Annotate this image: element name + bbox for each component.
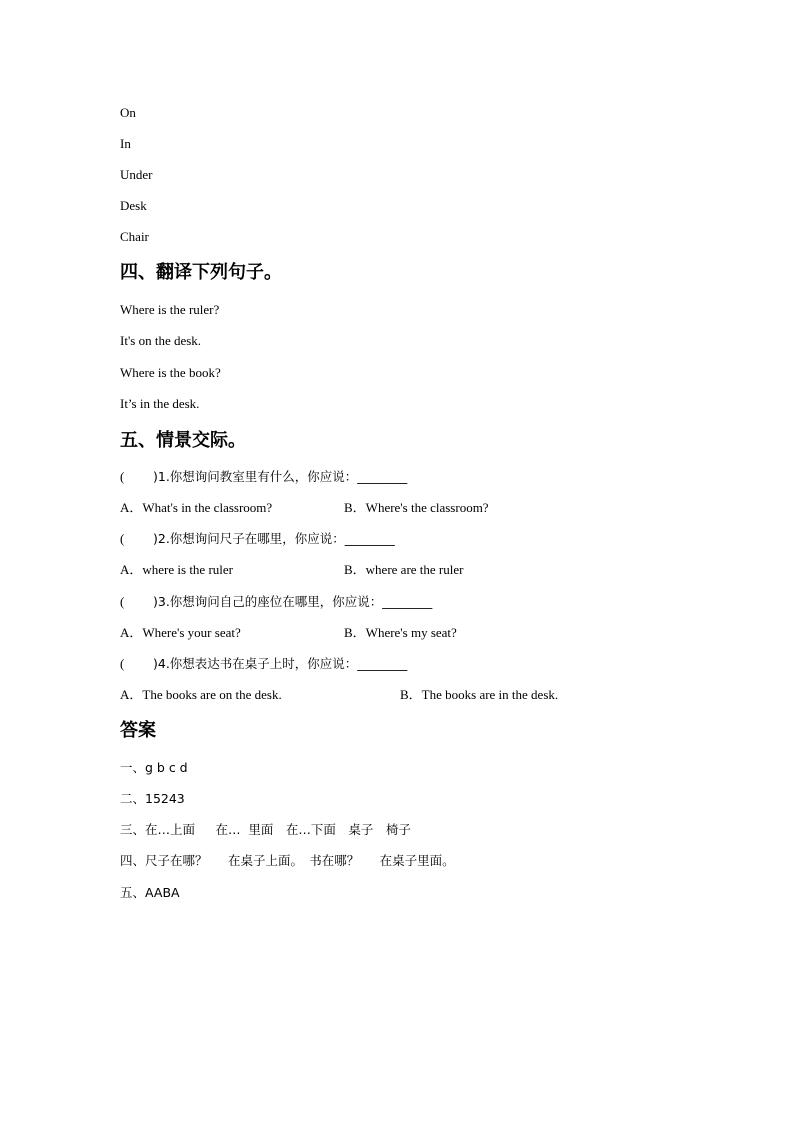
vocab-word: Under	[120, 167, 153, 182]
sentence: It’s in the desk.	[120, 396, 200, 411]
option-a: A．What's in the classroom?	[120, 500, 273, 515]
answer-line: 四、尺子在哪？ 在桌子上面。 书在哪？ 在桌子里面。	[120, 853, 455, 868]
section-4-title: 四、翻译下列句子。	[120, 262, 282, 283]
section-5-title: 五、情景交际。	[120, 430, 246, 451]
question-paren: (	[120, 469, 125, 484]
question-text: )1.你想询问教室里有什么，你应说：________	[153, 469, 408, 484]
question-text: )4.你想表达书在桌子上时，你应说：________	[153, 656, 408, 671]
question-text: )2.你想询问尺子在哪里，你应说：________	[153, 531, 395, 546]
option-b: B．Where's my seat?	[344, 625, 457, 640]
vocab-word: In	[120, 136, 131, 151]
sentence: Where is the book?	[120, 365, 221, 380]
option-b: B．Where's the classroom?	[344, 500, 489, 515]
vocab-word: Chair	[120, 229, 149, 244]
question-paren: (	[120, 594, 125, 609]
question-paren: (	[120, 531, 125, 546]
question-paren: (	[120, 656, 125, 671]
option-b: B．The books are in the desk.	[400, 687, 559, 702]
answer-line: 一、g b c d	[120, 760, 188, 775]
option-a: A．The books are on the desk.	[120, 687, 282, 702]
option-b: B．where are the ruler	[344, 562, 464, 577]
answer-line: 二、15243	[120, 791, 185, 806]
answer-line: 五、AABA	[120, 885, 180, 900]
answers-title: 答案	[120, 720, 156, 741]
vocab-word: On	[120, 105, 136, 120]
option-a: A．where is the ruler	[120, 562, 233, 577]
sentence: Where is the ruler?	[120, 302, 220, 317]
answer-line: 三、在…上面 在… 里面 在…下面 桌子 椅子	[120, 822, 411, 837]
question-text: )3.你想询问自己的座位在哪里，你应说：________	[153, 594, 433, 609]
sentence: It's on the desk.	[120, 333, 202, 348]
option-a: A．Where's your seat?	[120, 625, 241, 640]
vocab-word: Desk	[120, 198, 147, 213]
